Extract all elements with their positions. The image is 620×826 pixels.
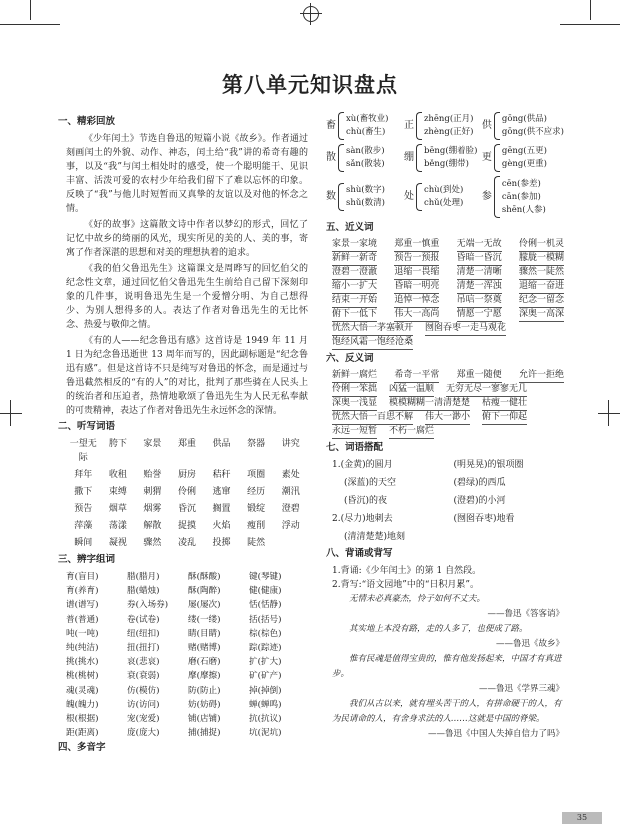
dictation-word: 撒下 bbox=[74, 487, 93, 497]
bianzi-item: 缕(一缕) bbox=[188, 614, 221, 625]
dictation-word: 凌乱 bbox=[177, 538, 196, 548]
bianzi-item: 扭(扭打) bbox=[127, 643, 160, 654]
polyphone-grid bbox=[326, 112, 564, 218]
polyphone-reading: gōng(供不应求) bbox=[501, 127, 564, 137]
synonym-pair: 无端一无故 bbox=[457, 238, 502, 252]
brace bbox=[416, 144, 422, 172]
polyphone-group bbox=[482, 112, 564, 140]
bianzi-item: 摩(摩擦) bbox=[188, 671, 221, 682]
dictation-grid bbox=[66, 437, 308, 550]
synonym-pair: 新鲜一新奇 bbox=[332, 252, 377, 266]
dictation-word: 伶俐 bbox=[177, 487, 196, 497]
quote-source: ——鲁迅《中国人失掉自信力了吗》 bbox=[427, 729, 564, 739]
synonym-pair: 纪念一留念 bbox=[519, 294, 564, 308]
synonym-pair: 昏暗一昏沉 bbox=[457, 252, 502, 266]
right-column bbox=[326, 112, 564, 742]
polyphone-group bbox=[326, 112, 402, 140]
bianzi-item: 防(防止) bbox=[188, 685, 221, 696]
antonym-pair: 凶猛一温顺 bbox=[389, 383, 434, 397]
section-heading: 一、精彩回放 bbox=[58, 116, 116, 127]
bianzi-item: 券(入场券) bbox=[127, 600, 169, 611]
bianzi-item: 睛(目睛) bbox=[188, 628, 221, 639]
dictation-word: 浮动 bbox=[281, 521, 300, 531]
bianzi-item: 魂(灵魂) bbox=[66, 685, 99, 696]
crop-mark bbox=[0, 24, 60, 25]
bianzi-item: 扩(扩大) bbox=[249, 657, 282, 668]
dictation-word: 荡漾 bbox=[108, 521, 127, 531]
brace bbox=[338, 144, 344, 172]
dictation-word: 搁置 bbox=[212, 504, 231, 514]
polyphone-group bbox=[326, 176, 402, 218]
polyphone-reading: shǔ(数清) bbox=[346, 198, 385, 208]
section-heading: 四、多音字 bbox=[58, 742, 106, 754]
crop-mark bbox=[0, 413, 22, 414]
dictation-word: 潮汛 bbox=[281, 487, 300, 497]
synonym-pair: 情愿一宁愿 bbox=[457, 308, 502, 322]
quote-source: ——鲁迅《学界三魂》 bbox=[478, 684, 564, 694]
crop-mark bbox=[598, 413, 620, 414]
dictation-word: 一望无际 bbox=[69, 439, 97, 463]
antonym-pair: 伟大一渺小 bbox=[425, 411, 470, 425]
dictation-word: 萍藻 bbox=[74, 521, 93, 531]
polyphone-char: 绷 bbox=[403, 152, 414, 163]
synonym-pair: 家景一家境 bbox=[332, 238, 377, 252]
polyphone-reading: xù(畜牧业) bbox=[346, 114, 389, 124]
polyphone-reading: běng(绷带) bbox=[423, 159, 469, 169]
synonym-list bbox=[332, 238, 564, 350]
polyphone-reading: shù(数字) bbox=[346, 185, 385, 195]
bianzi-item: 庞(庞大) bbox=[127, 728, 160, 739]
dictation-word: 束缚 bbox=[108, 487, 127, 497]
synonym-pair: 缩小一扩大 bbox=[332, 280, 377, 294]
antonym-list bbox=[332, 369, 564, 439]
antonym-pair: 枯瘦一健壮 bbox=[482, 397, 527, 411]
recap-paragraph: 《我的伯父鲁迅先生》这篇课文是周晔写的回忆伯父的纪念性文章，通过回忆伯父鲁迅先生生前给自己留下深刻印象的几件事，说明鲁迅先生是一个爱憎分明、为自己想得少、为别人想得多的人。表达了作者对鲁迅先生的无比怀念、热爱与敬仰之情。 bbox=[66, 264, 308, 330]
collocation-item: 1.(金黄)的圆月 bbox=[332, 460, 393, 470]
bianzi-item: 衰(衰弱) bbox=[127, 671, 160, 682]
dictation-word: 火焰 bbox=[212, 521, 231, 531]
synonym-pair: 退缩一畏缩 bbox=[394, 266, 439, 280]
polyphone-group bbox=[404, 112, 480, 140]
polyphone-reading: cān(参加) bbox=[501, 191, 541, 202]
quote-text: 惟有民魂是值得宝贵的，惟有他发扬起来，中国才有真进步。 bbox=[332, 654, 562, 679]
bianzi-item: 赌(赌博) bbox=[188, 643, 221, 654]
section-heading: 八、背诵或背写 bbox=[326, 548, 393, 559]
antonym-pair: 俯下一仰起 bbox=[482, 411, 527, 425]
collocation-item: (深蓝)的天空 bbox=[344, 478, 397, 488]
synonym-pair: 澄碧一澄澈 bbox=[332, 266, 377, 280]
quote-text: 其实地上本没有路，走的人多了，也便成了路。 bbox=[349, 624, 528, 634]
bianzi-item: 恬(恬静) bbox=[249, 600, 282, 611]
bianzi-item: 掉(掉倒) bbox=[249, 685, 282, 696]
page-title: 第八单元知识盘点 bbox=[222, 72, 398, 97]
page-number: 35 bbox=[562, 812, 602, 824]
collocation-item: (澄碧)的小河 bbox=[453, 496, 506, 506]
dictation-word: 拜年 bbox=[74, 470, 93, 480]
bianzi-item: 腊(腊月) bbox=[127, 572, 160, 582]
brace bbox=[416, 183, 422, 211]
antonym-pair: 模模糊糊一清清楚楚 bbox=[389, 397, 470, 411]
polyphone-group bbox=[404, 144, 480, 172]
collocation-item: 2.(尽力)地刺去 bbox=[332, 514, 393, 524]
synonym-pair: 清楚一清晰 bbox=[457, 266, 502, 280]
polyphone-char: 数 bbox=[326, 191, 336, 202]
polyphone-reading: gèng(更重) bbox=[501, 159, 547, 169]
dictation-word: 收租 bbox=[108, 470, 127, 480]
bianzi-item: 吨(一吨) bbox=[66, 628, 99, 639]
collocation-item: (明晃晃)的银项圈 bbox=[453, 460, 524, 470]
dictation-word: 厨房 bbox=[177, 470, 196, 480]
crop-mark bbox=[590, 0, 591, 20]
crop-mark bbox=[30, 0, 31, 20]
polyphone-group bbox=[482, 144, 564, 172]
dictation-word: 骤然 bbox=[143, 538, 162, 548]
dictation-word: 瞬间 bbox=[74, 538, 93, 548]
quote-text: 无情未必真豪杰，怜子如何不丈夫。 bbox=[349, 594, 486, 604]
dictation-word: 烟草 bbox=[108, 504, 127, 514]
dictation-word: 投掷 bbox=[212, 538, 231, 548]
dictation-word: 家景 bbox=[143, 439, 162, 449]
polyphone-group bbox=[326, 144, 402, 172]
antonym-pair: 郑重一随便 bbox=[457, 369, 502, 383]
recap-paragraph: 《有的人——纪念鲁迅有感》这首诗是 1949 年 11 月 1 日为纪念鲁迅逝世 13 周年而写的，因此副标题是“纪念鲁迅有感”。但是这首诗不只是纯写对鲁迅的怀念，而是通过与鲁迅截然相反的“有的人”的对比，批判了那些骑在人民头上的统治者和压迫者，热情地歌颂了鲁迅先生为人民无私奉献的可贵精神，表达了作者对鲁迅先生永远怀念的深情。 bbox=[66, 336, 308, 416]
bianzi-item: 挑(挑水) bbox=[66, 657, 99, 668]
dictation-word: 素处 bbox=[281, 470, 300, 480]
bianzi-item: 捕(捕捉) bbox=[188, 728, 221, 739]
quote-source: ——鲁迅《答客诮》 bbox=[487, 609, 564, 619]
antonym-pair: 深奥一浅显 bbox=[332, 397, 377, 411]
bianzi-item: 健(健康) bbox=[249, 586, 282, 597]
dictation-word: 经历 bbox=[247, 487, 266, 497]
synonym-pair: 预告一预报 bbox=[394, 252, 439, 266]
dictation-word: 胯下 bbox=[108, 439, 127, 449]
dictation-word: 解散 bbox=[143, 521, 162, 531]
bianzi-item: 仿(模仿) bbox=[127, 685, 160, 696]
synonym-pair: 清楚一浑浊 bbox=[457, 280, 502, 294]
bianzi-item: 腊(蜡烛) bbox=[127, 586, 160, 597]
synonym-pair: 追悼一悼念 bbox=[394, 294, 439, 308]
bianzi-item: 谱(谱写) bbox=[66, 600, 99, 611]
dictation-word: 逃窜 bbox=[212, 487, 231, 497]
dictation-word: 瘦削 bbox=[247, 521, 266, 531]
bianzi-item: 铺(店铺) bbox=[188, 714, 221, 725]
recap-paragraph: 《好的故事》这篇散文诗中作者以梦幻的形式，回忆了记忆中故乡的绮丽的风光，现实所见的美的人、美的事，寄寓了作者深湛的思想和对美的理想执着的追求。 bbox=[66, 220, 308, 258]
polyphone-char: 参 bbox=[481, 191, 492, 202]
bianzi-item: 魄(魄力) bbox=[66, 699, 99, 710]
bianzi-item: 育(养育) bbox=[66, 586, 99, 597]
bianzi-item: 磨(石磨) bbox=[188, 657, 221, 668]
dictation-word: 澄碧 bbox=[281, 504, 300, 514]
bianzi-item: 括(括号) bbox=[249, 614, 282, 625]
synonym-pair: 俯下一低下 bbox=[332, 308, 377, 322]
polyphone-reading: chù(到处) bbox=[423, 185, 464, 195]
dictation-word: 锻绽 bbox=[247, 504, 266, 514]
recite-task: 1.背诵:《少年闰土》的第 1 自然段。 bbox=[332, 566, 482, 576]
antonym-pair: 恍然大悟一百思不解 bbox=[332, 411, 413, 425]
bianzi-item: 妨(妨碍) bbox=[188, 699, 221, 710]
polyphone-char: 正 bbox=[403, 120, 414, 131]
dictation-word: 祭器 bbox=[247, 439, 266, 449]
polyphone-reading: gōng(供品) bbox=[501, 114, 547, 124]
bianzi-item: 访(访问) bbox=[127, 699, 160, 710]
bianzi-item: 纽(纽扣) bbox=[127, 628, 160, 639]
polyphone-reading: zhèng(正好) bbox=[423, 127, 474, 137]
dictation-word: 捉摸 bbox=[177, 521, 196, 531]
antonym-pair: 伶俐一笨拙 bbox=[332, 383, 377, 397]
dictation-word: 陡然 bbox=[247, 538, 266, 548]
synonym-pair: 恍然大悟一茅塞顿开 bbox=[332, 322, 413, 336]
brace bbox=[494, 176, 500, 218]
antonym-pair: 希奇一平常 bbox=[394, 369, 439, 383]
dictation-word: 项圈 bbox=[247, 470, 266, 480]
polyphone-reading: zhēng(正月) bbox=[423, 114, 474, 124]
crop-mark bbox=[608, 400, 609, 426]
bianzi-item: 纯(纯洁) bbox=[66, 643, 99, 654]
left-column bbox=[58, 114, 308, 758]
dictation-word: 昏沉 bbox=[177, 504, 196, 514]
recap-paragraph: 《少年闰土》节选自鲁迅的短篇小说《故乡》。作者通过刻画闰土的外貌、动作、神态，闰土给“我”讲的希奇有趣的事，以及“我”与闰土相处时的感受，使一个聪明能干、见识丰富、活泼可爱的农村少年给我们留下了难以忘怀的印象。反映了“我”与他儿时短暂而又真挚的友谊以及对他的怀念之情。 bbox=[66, 134, 308, 214]
bianzi-item: 桃(桃树) bbox=[66, 671, 99, 682]
polyphone-char: 供 bbox=[481, 120, 492, 131]
synonym-pair: 结束一开始 bbox=[332, 294, 377, 308]
section-heading: 三、辨字组词 bbox=[58, 554, 116, 565]
brace bbox=[416, 112, 422, 140]
section-heading: 七、词语搭配 bbox=[326, 442, 384, 453]
collocation-item bbox=[454, 530, 564, 544]
synonym-pair: 骤然一陡然 bbox=[519, 266, 564, 280]
dictation-word: 讲究 bbox=[281, 439, 300, 449]
dictation-word: 贻誉 bbox=[143, 470, 162, 480]
polyphone-char: 散 bbox=[326, 152, 336, 163]
dictation-word: 烟雾 bbox=[143, 504, 162, 514]
bianzi-item: 宠(宠爱) bbox=[127, 714, 160, 725]
bianzi-item: 坑(泥坑) bbox=[249, 728, 282, 739]
synonym-pair: 昏暗一明亮 bbox=[394, 280, 439, 294]
recite-block bbox=[332, 564, 564, 742]
bianzi-table bbox=[66, 570, 308, 740]
dictation-word: 刺猬 bbox=[143, 487, 162, 497]
synonym-pair: 朦胧一模糊 bbox=[519, 252, 564, 266]
section-heading: 五、近义词 bbox=[326, 222, 374, 233]
antonym-pair: 新鲜一腐烂 bbox=[332, 369, 377, 383]
polyphone-group bbox=[404, 176, 480, 218]
bianzi-item: 抗(抗议) bbox=[249, 714, 282, 725]
bianzi-item: 卷(试卷) bbox=[127, 614, 160, 625]
dictation-word: 郑重 bbox=[177, 439, 196, 449]
antonym-pair: 无穷无尽一寥寥无几 bbox=[446, 383, 527, 397]
bianzi-column bbox=[66, 570, 125, 740]
synonym-pair: 伟大一高尚 bbox=[394, 308, 439, 322]
collocation-item: (碧绿)的西瓜 bbox=[453, 478, 506, 488]
section-heading: 二、听写词语 bbox=[58, 421, 116, 432]
polyphone-reading: sǎn(散装) bbox=[346, 159, 385, 169]
polyphone-reading: sàn(散步) bbox=[346, 146, 385, 156]
bianzi-item: 酥(酥酸) bbox=[188, 572, 221, 582]
dictation-word: 凝视 bbox=[108, 538, 127, 548]
recite-task: 2.背写:“语文园地”中的“日积月累”。 bbox=[332, 580, 480, 590]
polyphone-reading: shēn(人参) bbox=[501, 204, 546, 215]
synonym-pair: 退缩一奋进 bbox=[519, 280, 564, 294]
bianzi-item: 育(盲目) bbox=[66, 572, 99, 582]
polyphone-char: 处 bbox=[403, 191, 414, 202]
dictation-word: 秸秆 bbox=[212, 470, 231, 480]
polyphone-reading: cēn(参差) bbox=[501, 178, 541, 189]
crop-mark bbox=[560, 24, 620, 25]
polyphone-reading: chǔ(处理) bbox=[423, 198, 464, 208]
antonym-pair: 不朽一腐烂 bbox=[389, 425, 434, 439]
bianzi-column bbox=[127, 570, 186, 740]
bianzi-item: 键(琴键) bbox=[249, 572, 282, 582]
antonym-pair: 永远一短暂 bbox=[332, 425, 377, 439]
bianzi-item: 距(距离) bbox=[66, 728, 99, 739]
crop-mark bbox=[10, 400, 11, 426]
collocation-grid bbox=[332, 458, 564, 544]
collocation-item: (昏沉)的夜 bbox=[344, 496, 388, 506]
quote-source: ——鲁迅《故乡》 bbox=[495, 639, 564, 649]
bianzi-item: 棕(棕色) bbox=[249, 628, 282, 639]
registration-mark bbox=[303, 6, 319, 22]
collocation-item: (清清楚楚)地刻 bbox=[344, 532, 406, 542]
synonym-pair: 深奥一高深 bbox=[519, 308, 564, 322]
brace bbox=[338, 183, 344, 211]
brace bbox=[338, 112, 344, 140]
polyphone-char: 畜 bbox=[326, 120, 336, 131]
dictation-word: 供品 bbox=[212, 439, 231, 449]
antonym-pair: 允许一拒绝 bbox=[519, 369, 564, 383]
brace bbox=[494, 144, 500, 172]
bianzi-item: 屡(屡次) bbox=[188, 600, 221, 611]
polyphone-reading: gēng(五更) bbox=[501, 146, 547, 156]
bianzi-item: 普(普通) bbox=[66, 614, 99, 625]
bianzi-column bbox=[188, 570, 247, 740]
polyphone-reading: chù(畜生) bbox=[346, 127, 386, 137]
synonym-pair: 伶俐一机灵 bbox=[519, 238, 564, 252]
collocation-item: (囫囵吞枣)地看 bbox=[453, 514, 515, 524]
bianzi-item: 根(根据) bbox=[66, 714, 99, 725]
bianzi-item: 蝉(蝉鸣) bbox=[249, 699, 282, 710]
bianzi-item: 踪(踪迹) bbox=[249, 643, 282, 654]
bianzi-column bbox=[249, 570, 308, 740]
synonym-pair: 囫囵吞枣一走马观花 bbox=[425, 322, 506, 336]
bianzi-item: 酥(陶醉) bbox=[188, 586, 221, 597]
bianzi-item: 矿(矿产) bbox=[249, 671, 282, 682]
bianzi-item: 哀(悲哀) bbox=[127, 657, 160, 668]
synonym-pair: 饱经风霜一饱经沧桑 bbox=[332, 336, 413, 350]
polyphone-reading: bēng(绷着脸) bbox=[423, 146, 478, 156]
quote-text: 我们从古以来，就有埋头苦干的人，有拼命硬干的人，有为民请命的人，有舍身求法的人……这就是中国的脊梁。 bbox=[332, 699, 562, 724]
polyphone-group bbox=[482, 176, 564, 218]
section-heading: 六、反义词 bbox=[326, 353, 374, 364]
brace bbox=[494, 112, 500, 140]
synonym-pair: 吊唁一祭奠 bbox=[457, 294, 502, 308]
synonym-pair: 郑重一慎重 bbox=[394, 238, 439, 252]
polyphone-char: 更 bbox=[481, 152, 492, 163]
dictation-word: 预告 bbox=[74, 504, 93, 514]
